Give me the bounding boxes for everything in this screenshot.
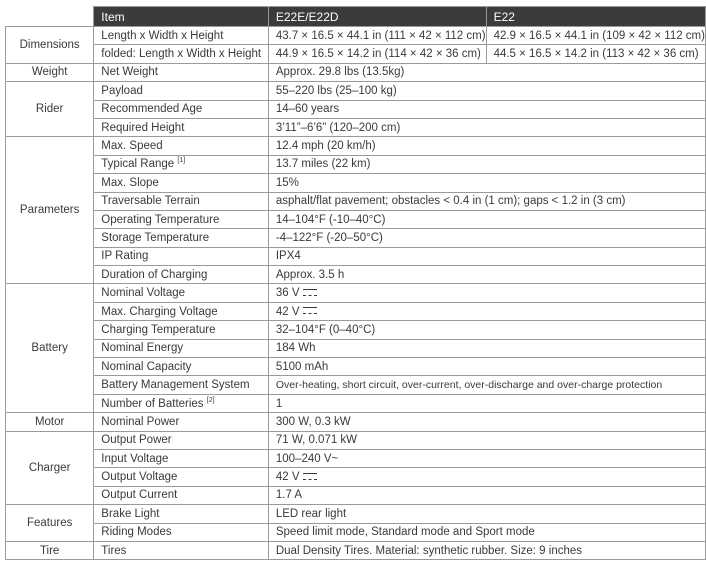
row-value: 13.7 miles (22 km)	[268, 155, 705, 173]
row-label: Max. Charging Voltage	[94, 302, 269, 320]
row-label: Nominal Power	[94, 413, 269, 431]
row-label: Output Current	[94, 486, 269, 504]
group-weight: Weight	[6, 63, 94, 81]
row-value	[268, 468, 705, 486]
row-label: Output Power	[94, 431, 269, 449]
row-label	[94, 155, 269, 173]
row-label: Output Voltage	[94, 468, 269, 486]
value-text: 36 V	[275, 287, 300, 300]
table-row	[6, 505, 706, 523]
group-parameters: Parameters	[6, 137, 94, 284]
row-value: 12.4 mph (20 km/h)	[268, 137, 705, 155]
row-value-e22: 42.9 × 16.5 × 44.1 in (109 × 42 × 112 cm)	[486, 27, 705, 45]
group-features: Features	[6, 505, 94, 542]
table-row	[6, 339, 706, 357]
row-value: Approx. 29.8 lbs (13.5kg)	[268, 63, 705, 81]
table-row	[6, 63, 706, 81]
table-row	[6, 413, 706, 431]
row-value: 1	[268, 394, 705, 412]
table-row	[6, 118, 706, 136]
row-value: 14–60 years	[268, 100, 705, 118]
dc-current-icon	[303, 307, 317, 314]
table-row	[6, 321, 706, 339]
row-value: 100–240 V~	[268, 449, 705, 467]
row-value: 300 W, 0.3 kW	[268, 413, 705, 431]
row-label: Max. Slope	[94, 174, 269, 192]
row-value: LED rear light	[268, 505, 705, 523]
table-row	[6, 284, 706, 302]
row-value: 14–104°F (-10–40°C)	[268, 210, 705, 228]
group-dimensions: Dimensions	[6, 27, 94, 64]
row-label-text: Number of Batteries	[101, 397, 204, 410]
row-label: Riding Modes	[94, 523, 269, 541]
footnote-ref: [2]	[206, 396, 215, 404]
table-row	[6, 394, 706, 412]
row-value: Over-heating, short circuit, over-current, over-discharge and over-charge protection	[268, 376, 705, 394]
row-value: Approx. 3.5 h	[268, 266, 705, 284]
row-label-text: Typical Range	[101, 158, 175, 171]
table-row	[6, 155, 706, 173]
header-e22e: E22E/E22D	[268, 7, 486, 27]
dc-current-icon	[303, 473, 317, 480]
row-value-e22e: 44.9 × 16.5 × 14.2 in (114 × 42 × 36 cm)	[268, 45, 486, 63]
row-label: Required Height	[94, 118, 269, 136]
row-label: Brake Light	[94, 505, 269, 523]
table-row	[6, 302, 706, 320]
value-text: 42 V	[275, 305, 300, 318]
group-rider: Rider	[6, 82, 94, 137]
row-label: Length x Width x Height	[94, 27, 269, 45]
row-label: Traversable Terrain	[94, 192, 269, 210]
group-tire: Tire	[6, 541, 94, 559]
table-row	[6, 523, 706, 541]
row-label	[94, 394, 269, 412]
row-label: Nominal Capacity	[94, 358, 269, 376]
dc-current-icon	[303, 289, 317, 296]
table-row	[6, 449, 706, 467]
table-row	[6, 82, 706, 100]
row-value: 71 W, 0.071 kW	[268, 431, 705, 449]
row-label: Duration of Charging	[94, 266, 269, 284]
row-value: Dual Density Tires. Material: synthetic rubber. Size: 9 inches	[268, 541, 705, 559]
group-motor: Motor	[6, 413, 94, 431]
group-charger: Charger	[6, 431, 94, 505]
row-value: Speed limit mode, Standard mode and Sport mode	[268, 523, 705, 541]
table-row	[6, 192, 706, 210]
table-row	[6, 376, 706, 394]
header-e22: E22	[486, 7, 705, 27]
table-row	[6, 358, 706, 376]
row-value: 1.7 A	[268, 486, 705, 504]
table-row	[6, 247, 706, 265]
row-value: 184 Wh	[268, 339, 705, 357]
row-value: IPX4	[268, 247, 705, 265]
row-label: Payload	[94, 82, 269, 100]
row-value: 3’11”–6’6” (120–200 cm)	[268, 118, 705, 136]
header-blank	[6, 7, 94, 27]
row-value: 32–104°F (0–40°C)	[268, 321, 705, 339]
row-value: asphalt/flat pavement; obstacles < 0.4 in (1 cm); gaps < 1.2 in (3 cm)	[268, 192, 705, 210]
value-text: 42 V	[275, 471, 300, 484]
row-label: Storage Temperature	[94, 229, 269, 247]
row-value-e22: 44.5 × 16.5 × 14.2 in (113 × 42 × 36 cm)	[486, 45, 705, 63]
table-row	[6, 100, 706, 118]
row-label: IP Rating	[94, 247, 269, 265]
table-row	[6, 486, 706, 504]
row-value-e22e: 43.7 × 16.5 × 44.1 in (111 × 42 × 112 cm)	[268, 27, 486, 45]
row-value	[268, 284, 705, 302]
row-label: Battery Management System	[94, 376, 269, 394]
table-row	[6, 468, 706, 486]
row-label: Nominal Energy	[94, 339, 269, 357]
table-row	[6, 266, 706, 284]
row-value: 15%	[268, 174, 705, 192]
table-row	[6, 229, 706, 247]
row-value: 55–220 lbs (25–100 kg)	[268, 82, 705, 100]
row-label: Operating Temperature	[94, 210, 269, 228]
group-battery: Battery	[6, 284, 94, 413]
row-label: folded: Length x Width x Height	[94, 45, 269, 63]
table-row	[6, 210, 706, 228]
row-label: Nominal Voltage	[94, 284, 269, 302]
spec-table	[5, 6, 706, 560]
table-row	[6, 45, 706, 63]
row-label: Tires	[94, 541, 269, 559]
row-label: Input Voltage	[94, 449, 269, 467]
table-row	[6, 541, 706, 559]
row-label: Net Weight	[94, 63, 269, 81]
row-value: -4–122°F (-20–50°C)	[268, 229, 705, 247]
table-row	[6, 137, 706, 155]
row-value: 5100 mAh	[268, 358, 705, 376]
table-row	[6, 27, 706, 45]
table-row	[6, 174, 706, 192]
row-value	[268, 302, 705, 320]
row-label: Max. Speed	[94, 137, 269, 155]
header-row	[6, 7, 706, 27]
footnote-ref: [1]	[177, 157, 186, 165]
table-row	[6, 431, 706, 449]
row-label: Recommended Age	[94, 100, 269, 118]
row-label: Charging Temperature	[94, 321, 269, 339]
header-item: Item	[94, 7, 269, 27]
